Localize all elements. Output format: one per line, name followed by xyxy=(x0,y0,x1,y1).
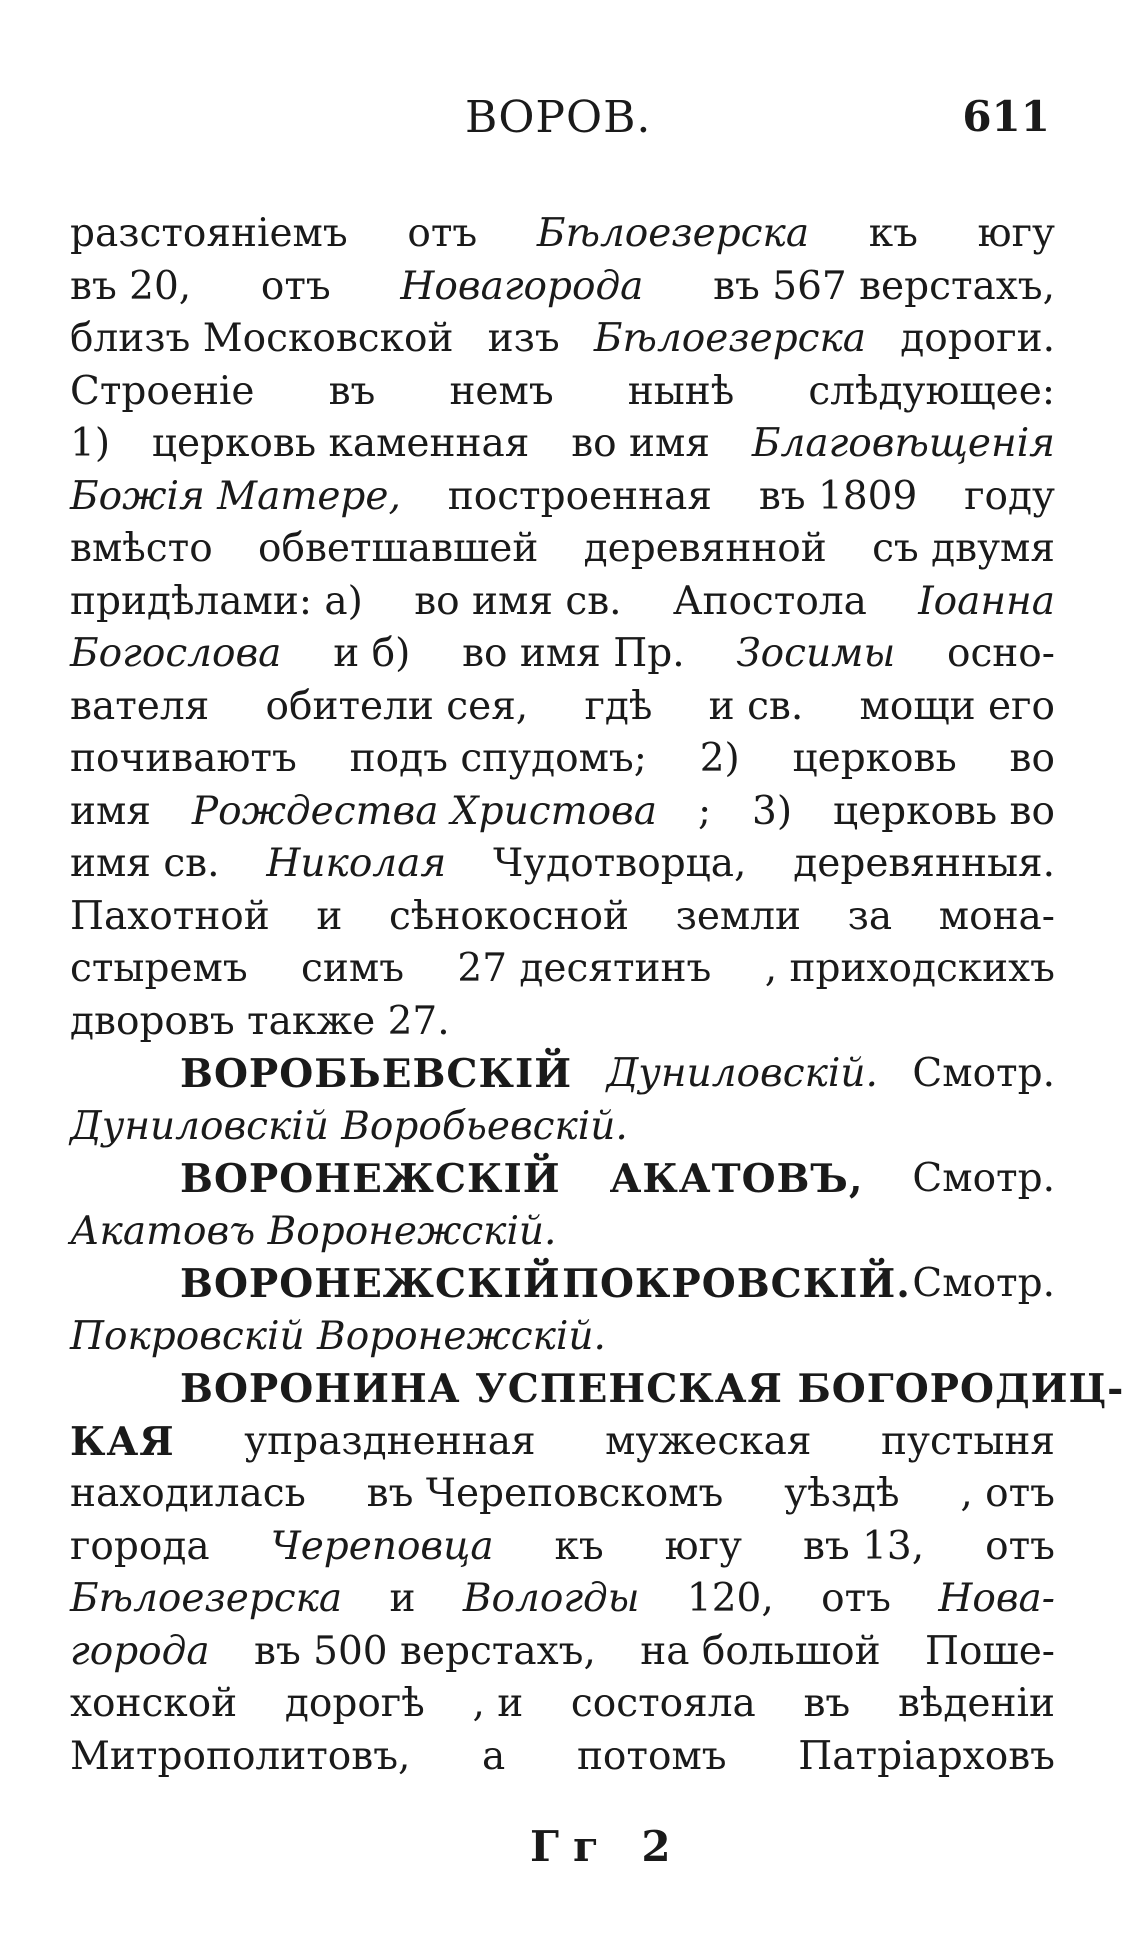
text-fragment: вателя xyxy=(70,683,210,729)
text-fragment: мужеская xyxy=(605,1418,812,1464)
text-fragment: имя xyxy=(70,788,151,834)
text-line xyxy=(70,681,1055,734)
text-fragment: , отъ xyxy=(960,1471,1055,1516)
italic-name: Дуниловскій. xyxy=(606,1051,878,1096)
text-line xyxy=(70,1153,1055,1206)
text-fragment: деревянной xyxy=(583,526,827,571)
text-line xyxy=(70,1048,1055,1101)
text-line xyxy=(70,1573,1055,1626)
text-line xyxy=(70,523,1055,576)
text-line xyxy=(70,1258,1055,1311)
text-fragment: въ 13, xyxy=(802,1523,925,1569)
text-fragment: уѣздѣ xyxy=(784,1471,900,1516)
text-fragment: отъ xyxy=(260,263,331,309)
text-fragment: югу xyxy=(977,211,1055,256)
text-fragment: отъ xyxy=(821,1576,891,1621)
text-fragment: къ xyxy=(554,1523,604,1569)
text-fragment: сѣнокосной xyxy=(388,893,629,939)
text-fragment: Апостола xyxy=(672,578,867,624)
text-fragment: имя св. xyxy=(70,841,220,886)
text-fragment: нынѣ xyxy=(627,368,735,414)
text-fragment: Поше- xyxy=(924,1628,1055,1674)
text-line xyxy=(70,418,1055,471)
text-fragment: дороги. xyxy=(900,316,1055,361)
text-fragment: города xyxy=(70,1523,210,1569)
italic-name: Бѣлоезерска xyxy=(536,211,810,256)
italic-name: Божія Матере, xyxy=(70,473,401,519)
text-fragment: мона- xyxy=(938,893,1055,939)
text-line xyxy=(70,1626,1055,1679)
text-line xyxy=(70,1678,1055,1731)
entry-heading: КАЯ xyxy=(70,1418,175,1465)
text-line xyxy=(70,733,1055,786)
text-fragment: деревянныя. xyxy=(793,841,1055,886)
italic-name: Дуниловскій Воробьевскій. xyxy=(70,1103,628,1149)
text-fragment: гдѣ xyxy=(584,683,653,729)
text-fragment: 27 десятинъ xyxy=(457,946,712,991)
text-line xyxy=(70,1206,1055,1259)
text-fragment: церковь xyxy=(792,736,957,781)
text-fragment: дворовъ также 27. xyxy=(70,998,450,1044)
text-fragment: близъ Московской xyxy=(70,316,454,361)
text-fragment: обители сея, xyxy=(265,683,529,729)
text-fragment: въ xyxy=(803,1681,851,1726)
text-fragment: пустыня xyxy=(881,1418,1055,1464)
text-fragment: Смотр. xyxy=(912,1261,1055,1306)
text-fragment: Смотр. xyxy=(912,1051,1055,1096)
text-fragment: почиваютъ xyxy=(70,736,297,781)
text-line xyxy=(70,1311,1055,1364)
text-fragment: стыремъ xyxy=(70,946,248,991)
italic-name: Николая xyxy=(266,841,447,886)
text-line xyxy=(70,1416,1055,1469)
text-fragment: въ 20, xyxy=(70,263,192,309)
text-fragment: упраздненная xyxy=(244,1418,536,1464)
text-line xyxy=(70,1468,1055,1521)
text-fragment: къ xyxy=(868,211,918,256)
text-fragment: 2) xyxy=(699,736,740,781)
text-fragment: земли xyxy=(675,893,802,939)
text-line xyxy=(70,208,1055,261)
text-fragment: дорогѣ xyxy=(284,1681,425,1726)
italic-name: Рождества Христова xyxy=(191,788,657,834)
italic-name: Покровскій Воронежскій. xyxy=(70,1313,606,1359)
text-fragment: придѣлами: а) xyxy=(70,578,363,624)
text-fragment: во xyxy=(1009,736,1055,781)
text-fragment: хонской xyxy=(70,1681,238,1726)
text-fragment: находилась xyxy=(70,1471,306,1516)
text-fragment: слѣдующее: xyxy=(808,368,1055,414)
text-line xyxy=(70,786,1055,839)
text-fragment: вмѣсто xyxy=(70,526,213,571)
text-fragment: ; xyxy=(697,788,712,834)
text-fragment: во имя xyxy=(571,421,710,466)
text-fragment: году xyxy=(964,473,1055,519)
text-fragment: церковь каменная xyxy=(151,421,530,466)
text-fragment: въ Череповскомъ xyxy=(366,1471,724,1516)
page-number: 611 xyxy=(962,92,1050,141)
text-fragment: подъ спудомъ; xyxy=(349,736,647,781)
italic-name: Іоанна xyxy=(918,578,1055,624)
text-line xyxy=(70,996,1055,1049)
text-fragment: югу xyxy=(664,1523,743,1569)
text-fragment: осно- xyxy=(946,631,1055,676)
text-line xyxy=(70,1521,1055,1574)
text-fragment: отъ xyxy=(985,1523,1055,1569)
text-line xyxy=(70,838,1055,891)
italic-name: Новагорода xyxy=(400,263,644,309)
text-fragment: и xyxy=(316,893,343,939)
text-line xyxy=(70,366,1055,419)
text-fragment: состояла xyxy=(570,1681,756,1726)
text-fragment: во имя св. xyxy=(414,578,622,624)
italic-name: Нова- xyxy=(938,1576,1055,1621)
text-fragment: 1) xyxy=(70,421,111,466)
text-fragment: Митрополитовъ, xyxy=(70,1733,411,1779)
text-fragment: въ 1809 xyxy=(758,473,918,519)
entry-heading: ВОРОНИНА УСПЕНСКАЯ БОГОРОДИЦ- xyxy=(180,1366,1125,1412)
entry-heading: ВОРОНЕЖСКІЙ xyxy=(180,1261,561,1307)
text-line xyxy=(70,576,1055,629)
text-fragment: Патріарховъ xyxy=(798,1733,1055,1779)
text-line xyxy=(70,628,1055,681)
text-fragment: вѣденіи xyxy=(897,1681,1055,1726)
text-fragment: во имя Пр. xyxy=(462,631,685,676)
text-fragment: 120, xyxy=(686,1576,774,1621)
page-header xyxy=(70,92,1050,152)
text-fragment: въ 567 верстахъ, xyxy=(713,263,1055,309)
italic-name: Бѣлоезерска xyxy=(593,316,867,361)
text-fragment: мощи его xyxy=(859,683,1055,729)
text-fragment: отъ xyxy=(407,211,478,256)
italic-name: Богослова xyxy=(70,631,282,676)
italic-name: Благовѣщенія xyxy=(751,421,1055,466)
text-fragment: потомъ xyxy=(576,1733,727,1779)
text-line xyxy=(70,1731,1055,1784)
entry-heading: ВОРОНЕЖСКІЙ xyxy=(180,1156,561,1202)
text-fragment: обветшавшей xyxy=(257,526,539,571)
text-fragment: изъ xyxy=(487,316,560,361)
body-text xyxy=(70,208,1125,1783)
text-fragment: 3) xyxy=(752,788,793,834)
italic-name: Череповца xyxy=(270,1523,494,1569)
text-fragment: Чудотворца, xyxy=(493,841,747,886)
text-fragment: за xyxy=(847,893,893,939)
italic-name: Зосимы xyxy=(736,631,896,676)
signature-mark: Гг 2 xyxy=(530,1822,685,1871)
text-fragment: въ xyxy=(328,368,376,414)
text-fragment: Смотр. xyxy=(912,1156,1055,1201)
text-fragment: и xyxy=(389,1576,416,1621)
italic-name: города xyxy=(70,1628,210,1674)
text-fragment: а xyxy=(482,1733,506,1779)
entry-heading: АКАТОВЪ, xyxy=(609,1156,864,1202)
italic-name: Акатовъ Воронежскій. xyxy=(70,1208,557,1254)
text-line xyxy=(70,313,1055,366)
text-fragment: на большой xyxy=(640,1628,881,1674)
text-fragment: , приходскихъ xyxy=(764,946,1055,991)
text-line xyxy=(70,943,1055,996)
text-fragment: симъ xyxy=(301,946,405,991)
text-fragment: разстояніемъ xyxy=(70,211,348,256)
text-line xyxy=(70,261,1055,314)
text-fragment: Пахотной xyxy=(70,893,270,939)
text-line xyxy=(70,1363,1125,1416)
text-fragment: въ 500 верстахъ, xyxy=(253,1628,596,1674)
text-line xyxy=(70,891,1055,944)
italic-name: Вологды xyxy=(462,1576,640,1621)
entry-heading: ПОКРОВСКІЙ. xyxy=(562,1261,911,1307)
running-head: ВОРОВ. xyxy=(465,92,652,143)
text-fragment: Строеніе xyxy=(70,368,255,414)
text-fragment: съ двумя xyxy=(872,526,1055,571)
text-fragment: , и xyxy=(472,1681,524,1726)
italic-name: Бѣлоезерска xyxy=(70,1576,343,1621)
text-fragment: построенная xyxy=(447,473,712,519)
text-fragment: церковь во xyxy=(832,788,1055,834)
text-fragment: немъ xyxy=(449,368,554,414)
text-fragment: и св. xyxy=(708,683,804,729)
text-line xyxy=(70,471,1055,524)
text-fragment: и б) xyxy=(333,631,411,676)
entry-heading: ВОРОБЬЕВСКІЙ xyxy=(180,1051,573,1097)
text-line xyxy=(70,1101,1055,1154)
